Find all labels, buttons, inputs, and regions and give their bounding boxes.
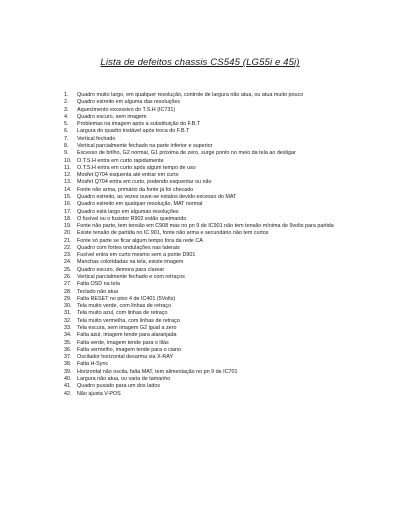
item-number: 6. bbox=[64, 128, 69, 135]
list-item bbox=[64, 114, 386, 121]
list-item bbox=[64, 325, 386, 332]
item-text: Manchas coloridadas na tela, existe imagem bbox=[77, 259, 184, 266]
item-text: Mosfet Q704 entra em curto, podendo esquentar ou não bbox=[77, 179, 212, 186]
item-number: 42. bbox=[64, 390, 72, 397]
item-number: 18. bbox=[64, 215, 72, 222]
item-text: Quadro está largo em algumas resoluções bbox=[77, 208, 179, 215]
list-item bbox=[64, 209, 386, 216]
list-item bbox=[64, 238, 386, 245]
list-item bbox=[64, 296, 386, 303]
list-item bbox=[64, 121, 386, 128]
item-text: Mosfet Q704 esquenta até entrar em curto bbox=[77, 172, 179, 179]
item-text: O.T.S.H entra em curto após algum tempo de uso bbox=[77, 164, 196, 171]
item-text: Vertical fechado bbox=[77, 135, 116, 142]
item-number: 19. bbox=[64, 223, 72, 230]
item-text: Falta OSD na tela bbox=[77, 281, 120, 288]
list-item bbox=[64, 179, 386, 186]
item-text: Quadro estreito em alguma das resoluções bbox=[77, 99, 181, 106]
item-number: 5. bbox=[64, 121, 69, 128]
item-text: Quadro estreito, as vezes ouve-se estalos devido excesso do MAT bbox=[77, 193, 237, 200]
list-item bbox=[64, 107, 386, 114]
item-number: 39. bbox=[64, 368, 72, 375]
document-title: Lista de defeitos chassis CS545 (LG55i e 45i) bbox=[100, 57, 300, 68]
item-text: Oscilador horizontal desarma via X-RAY bbox=[77, 354, 174, 361]
item-number: 28. bbox=[64, 288, 72, 295]
item-text: Largura do quadro instável após troca do F.B.T bbox=[77, 128, 190, 135]
list-item bbox=[64, 92, 386, 99]
item-number: 13. bbox=[64, 179, 72, 186]
item-number: 15. bbox=[64, 193, 72, 200]
list-item bbox=[64, 136, 386, 143]
item-number: 2. bbox=[64, 99, 69, 106]
item-text: Quadro estreito em qualquer resolução, MAT normal bbox=[77, 201, 203, 208]
list-item bbox=[64, 274, 386, 281]
item-number: 37. bbox=[64, 354, 72, 361]
item-number: 1. bbox=[64, 92, 69, 98]
item-number: 16. bbox=[64, 201, 72, 208]
list-item bbox=[64, 143, 386, 150]
item-number: 33. bbox=[64, 325, 72, 331]
item-number: 22. bbox=[64, 244, 72, 251]
list-item bbox=[64, 376, 386, 383]
item-text: Problemas na imagem após a substituição do F.B.T bbox=[77, 121, 201, 128]
list-item bbox=[64, 354, 386, 361]
item-text: Quadro com fortes ondulações nas laterais bbox=[77, 244, 180, 251]
list-item bbox=[64, 347, 386, 354]
item-text: O fusível ou o fusistor R902 estão queimando bbox=[77, 215, 187, 222]
list-item bbox=[64, 128, 386, 135]
item-number: 38. bbox=[64, 361, 72, 368]
item-number: 9. bbox=[64, 150, 69, 157]
list-item bbox=[64, 201, 386, 208]
item-text: Horizontal não oscila, falta MAT, tem alimentação no pn 9 de IC701 bbox=[77, 368, 238, 375]
item-text: Falta azul, imagem tende para alaranjada bbox=[77, 332, 177, 339]
item-number: 11. bbox=[64, 164, 72, 171]
list-item bbox=[64, 245, 386, 252]
item-text: Quadro escuro, demora para clarear bbox=[77, 266, 165, 273]
item-number: 32. bbox=[64, 317, 72, 324]
item-number: 4. bbox=[64, 113, 69, 120]
item-number: 8. bbox=[64, 142, 69, 149]
list-item bbox=[64, 303, 386, 310]
list-item bbox=[64, 267, 386, 274]
list-item bbox=[64, 369, 386, 376]
item-text: Falta RESET no pino 4 de IC401 (5Volts) bbox=[77, 295, 176, 302]
item-text: Teclado não atua bbox=[77, 288, 119, 295]
list-item bbox=[64, 223, 386, 230]
list-item bbox=[64, 259, 386, 266]
list-item bbox=[64, 361, 386, 368]
list-item bbox=[64, 150, 386, 157]
item-text: Fusível entra em curto mesmo sem a ponte D901 bbox=[77, 252, 196, 259]
item-number: 12. bbox=[64, 172, 72, 179]
item-number: 23. bbox=[64, 252, 72, 259]
list-item bbox=[64, 230, 386, 237]
item-number: 17. bbox=[64, 208, 72, 215]
item-text: Tela muito verde, com linhas de retraço bbox=[77, 303, 172, 310]
item-text: Fonte não parte, tem tensão em C908 mas no pn 9 de IC901 não tem tensão mínima de 9volts para partida bbox=[77, 223, 334, 230]
list-item bbox=[64, 165, 386, 172]
item-number: 36. bbox=[64, 346, 72, 353]
list-item bbox=[64, 252, 386, 259]
item-number: 27. bbox=[64, 281, 72, 288]
item-text: Fonte só parte se ficar algum tempo fora da rede CA bbox=[77, 237, 203, 244]
list-item bbox=[64, 391, 386, 398]
item-text: Falta verde, imagem tende para o lilás bbox=[77, 339, 169, 346]
item-number: 35. bbox=[64, 339, 72, 346]
item-text: Quadro puxado para um dos lados bbox=[77, 383, 161, 390]
list-item bbox=[64, 318, 386, 325]
item-number: 10. bbox=[64, 157, 72, 164]
item-text: Tela muito azul, com linhas de retraço bbox=[77, 310, 168, 317]
item-number: 25. bbox=[64, 266, 72, 273]
item-number: 14. bbox=[64, 186, 72, 193]
item-number: 29. bbox=[64, 295, 72, 302]
list-item bbox=[64, 158, 386, 165]
list-item bbox=[64, 383, 386, 390]
item-number: 41. bbox=[64, 383, 72, 390]
item-text: Excesso de brilho, G2 normal, G1 próxima de zero, surge ponto no meio da tela ao desligar bbox=[77, 150, 296, 157]
item-text: Quadro muito largo, em qualquer resolução, controle de largura não atua, ou atua muito pouco bbox=[77, 92, 304, 98]
list-item bbox=[64, 194, 386, 201]
item-number: 7. bbox=[64, 135, 69, 142]
item-text: Tela escura, sem imagem G2 igual a zero bbox=[77, 325, 177, 331]
item-text: Existe tensão de partida no IC 901, fonte não arma e secundário não tem curtos bbox=[77, 230, 269, 237]
item-number: 30. bbox=[64, 303, 72, 310]
list-item bbox=[64, 332, 386, 339]
item-text: Largura não atua, ou varia de tamanho bbox=[77, 375, 171, 382]
list-item bbox=[64, 216, 386, 223]
list-item bbox=[64, 340, 386, 347]
defect-list bbox=[64, 92, 386, 398]
item-text: Vertical parcialmente fechado e com retraços bbox=[77, 274, 185, 281]
item-text: O.T.S.H entra em curto rapidamente bbox=[77, 157, 164, 164]
item-text: Vertical parcialmente fechado na parte inferior e superior bbox=[77, 142, 213, 149]
item-text: Aquecimento excessivo do T.S.H (IC731) bbox=[77, 106, 176, 113]
list-item bbox=[64, 99, 386, 106]
list-item bbox=[64, 281, 386, 288]
list-item bbox=[64, 289, 386, 296]
item-text: Quadro escuro, sem imagem bbox=[77, 113, 147, 120]
item-number: 3. bbox=[64, 106, 69, 113]
list-item bbox=[64, 310, 386, 317]
item-text: Tela muito vermelha, com linhas de retraço bbox=[77, 317, 180, 324]
item-text: Não ajusta V-POS bbox=[77, 390, 121, 397]
item-number: 40. bbox=[64, 375, 72, 382]
item-number: 24. bbox=[64, 259, 72, 266]
item-number: 31. bbox=[64, 310, 72, 317]
item-text: Falta vermelho, imagem tende para o ciano bbox=[77, 346, 181, 353]
item-number: 34. bbox=[64, 332, 72, 339]
item-number: 26. bbox=[64, 274, 72, 281]
item-number: 21. bbox=[64, 237, 72, 244]
item-number: 20. bbox=[64, 230, 72, 237]
item-text: Falta H-Sync bbox=[77, 361, 109, 368]
list-item bbox=[64, 187, 386, 194]
item-text: Fonte não arma, primário da fonte já foi checado bbox=[77, 186, 194, 193]
list-item bbox=[64, 172, 386, 179]
